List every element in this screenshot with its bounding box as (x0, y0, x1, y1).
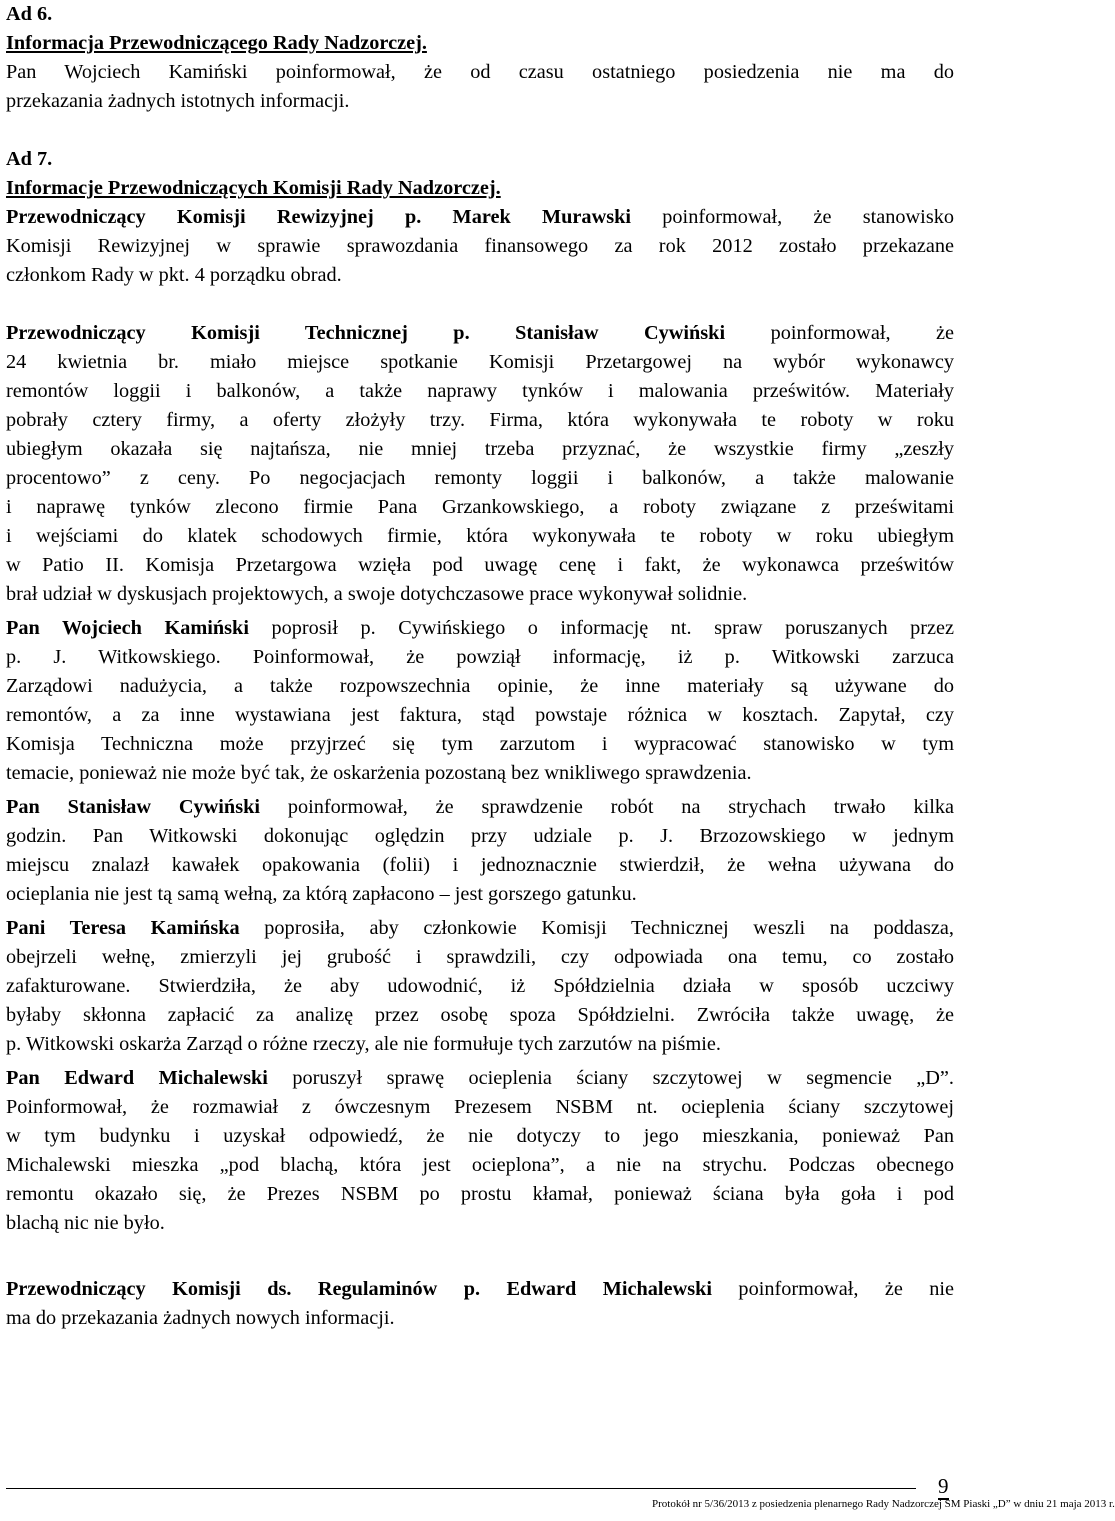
speaker-name: Przewodniczący Komisji Technicznej p. Stanisław Cywiński (6, 322, 726, 344)
paragraph-1-line-1 (6, 203, 954, 232)
paragraph-1-line-2: Komisji Rewizyjnej w sprawie sprawozdania finansowego za rok 2012 zostało przekazane (6, 235, 954, 257)
paragraph-text: poinformował, że sprawdzenie robót na strychach trwało kilka (260, 796, 954, 818)
document-body (6, 0, 954, 1333)
footer-text: Protokół nr 5/36/2013 z posiedzenia plenarnego Rady Nadzorczej SM Piaski „D” w dniu 21 maja 2013 r. (652, 1498, 1115, 1510)
paragraph-5-line-5: p. Witkowski oskarża Zarząd o różne rzeczy, ale nie formułuje tych zarzutów na piśmie. (6, 1033, 721, 1055)
footer-divider (6, 1488, 916, 1489)
paragraph-6-line-3: w tym budynku i uzyskał odpowiedź, że nie dotyczy to jego mieszkania, ponieważ Pan (6, 1125, 954, 1147)
paragraph-6-line-5: remontu okazało się, że Prezes NSBM po prostu kłamał, ponieważ ściana była goła i pod (6, 1183, 954, 1205)
section-7-heading: Ad 7. (6, 148, 53, 170)
paragraph-6-line-2: Poinformował, że rozmawiał z ówczesnym Prezesem NSBM nt. ocieplenia ściany szczytowej (6, 1096, 954, 1118)
speaker-name: Przewodniczący Komisji Rewizyjnej p. Marek Murawski (6, 206, 632, 228)
paragraph-2-line-9: w Patio II. Komisja Przetargowa wzięła pod uwagę cenę i fakt, że wykonawca prześwitów (6, 554, 954, 576)
paragraph-4-line-3: miejscu znalazł kawałek opakowania (folii) i jednoznacznie stwierdził, że wełna używana do (6, 854, 954, 876)
paragraph-5-line-3: zafakturowane. Stwierdziła, że aby udowodnić, iż Spółdzielnia działa w sposób uczciwy (6, 975, 954, 997)
paragraph-text: poprosił p. Cywińskiego o informację nt. spraw poruszanych przez (248, 617, 954, 639)
paragraph-3-line-3: Zarządowi nadużycia, a także rozpowszechnia opinie, że inne materiały są używane do (6, 675, 954, 697)
paragraph-6-line-1 (6, 1064, 954, 1093)
page-number: 9 (938, 1474, 949, 1498)
paragraph-1-line-3: członkom Rady w pkt. 4 porządku obrad. (6, 264, 342, 286)
spacer (6, 116, 954, 145)
paragraph-text: poprosiła, aby członkowie Komisji Technicznej weszli na poddasza, (239, 917, 955, 939)
paragraph-7-line-2: ma do przekazania żadnych nowych informacji. (6, 1307, 395, 1329)
paragraph-5-line-4: byłaby skłonna zapłacić za analizę przez osobę spoza Spółdzielni. Zwróciła także uwagę, że (6, 1004, 954, 1026)
paragraph-2-line-5: ubiegłym okazała się najtańsza, nie mniej trzeba przyznać, że wszystkie firmy „zeszły (6, 438, 954, 460)
paragraph-7-line-1 (6, 1275, 954, 1304)
section-6-line-1: Pan Wojciech Kamiński poinformował, że od czasu ostatniego posiedzenia nie ma do (6, 61, 954, 83)
paragraph-2-line-7: i naprawę tynków zlecono firmie Pana Grzankowskiego, a roboty związane z prześwitami (6, 496, 954, 518)
paragraph-4-line-2: godzin. Pan Witkowski dokonując oględzin przy udziale p. J. Brzozowskiego w jednym (6, 825, 954, 847)
paragraph-2-line-3: remontów loggii i balkonów, a także naprawy tynków i malowania prześwitów. Materiały (6, 380, 954, 402)
paragraph-3-line-1 (6, 614, 954, 643)
spacer (6, 290, 954, 319)
paragraph-text: poruszył sprawę ocieplenia ściany szczytowej w segmencie „D”. (267, 1067, 954, 1089)
paragraph-3-line-2: p. J. Witkowskiego. Poinformował, że powziął informację, iż p. Witkowski zarzuca (6, 646, 954, 668)
paragraph-2-line-10: brał udział w dyskusjach projektowych, a swoje dotychczasowe prace wykonywał solidnie. (6, 583, 748, 605)
paragraph-text: poinformował, że (725, 322, 954, 344)
speaker-name: Pan Wojciech Kamiński (6, 617, 249, 639)
paragraph-2-line-6: procentowo” z ceny. Po negocjacjach remonty loggii i balkonów, a także malowanie (6, 467, 954, 489)
spacer (6, 1238, 954, 1267)
paragraph-3-line-6: temacie, ponieważ nie może być tak, że oskarżenia pozostaną bez wnikliwego sprawdzenia. (6, 762, 752, 784)
paragraph-5-line-2: obejrzeli wełnę, zmierzyli jej grubość i sprawdzili, czy odpowiada ona temu, co zostało (6, 946, 954, 968)
paragraph-3-line-5: Komisja Techniczna może przyjrzeć się tym zarzutom i wypracować stanowisko w tym (6, 733, 954, 755)
paragraph-4-line-1 (6, 793, 954, 822)
section-6-subheading: Informacja Przewodniczącego Rady Nadzorczej. (6, 32, 427, 54)
speaker-name: Pani Teresa Kamińska (6, 917, 240, 939)
speaker-name: Pan Stanisław Cywiński (6, 796, 261, 818)
paragraph-4-line-4: ocieplania nie jest tą samą wełną, za którą zapłacono – jest gorszego gatunku. (6, 883, 637, 905)
paragraph-2-line-2: 24 kwietnia br. miało miejsce spotkanie Komisji Przetargowej na wybór wykonawcy (6, 351, 954, 373)
paragraph-5-line-1 (6, 914, 954, 943)
paragraph-2-line-1 (6, 319, 954, 348)
paragraph-6-line-4: Michalewski mieszka „pod blachą, która jest ocieplona”, a nie na strychu. Podczas obecnego (6, 1154, 954, 1176)
section-6-line-2: przekazania żadnych istotnych informacji. (6, 90, 350, 112)
paragraph-2-line-8: i wejściami do klatek schodowych firmie, która wykonywała te roboty w roku ubiegłym (6, 525, 954, 547)
paragraph-text: poinformował, że nie (712, 1278, 955, 1300)
paragraph-6-line-6: blachą nic nie było. (6, 1212, 165, 1234)
paragraph-text: poinformował, że stanowisko (631, 206, 954, 228)
section-6-heading: Ad 6. (6, 3, 53, 25)
spacer (6, 1267, 954, 1275)
paragraph-2-line-4: pobrały cztery firmy, a oferty złożyły trzy. Firma, która wykonywała te roboty w roku (6, 409, 954, 431)
speaker-name: Przewodniczący Komisji ds. Regulaminów p. Edward Michalewski (6, 1278, 713, 1300)
speaker-name: Pan Edward Michalewski (6, 1067, 268, 1089)
section-7-subheading: Informacje Przewodniczących Komisji Rady Nadzorczej. (6, 177, 501, 199)
paragraph-3-line-4: remontów, a za inne wystawiana jest faktura, stąd powstaje różnica w kosztach. Zapytał, czy (6, 704, 954, 726)
